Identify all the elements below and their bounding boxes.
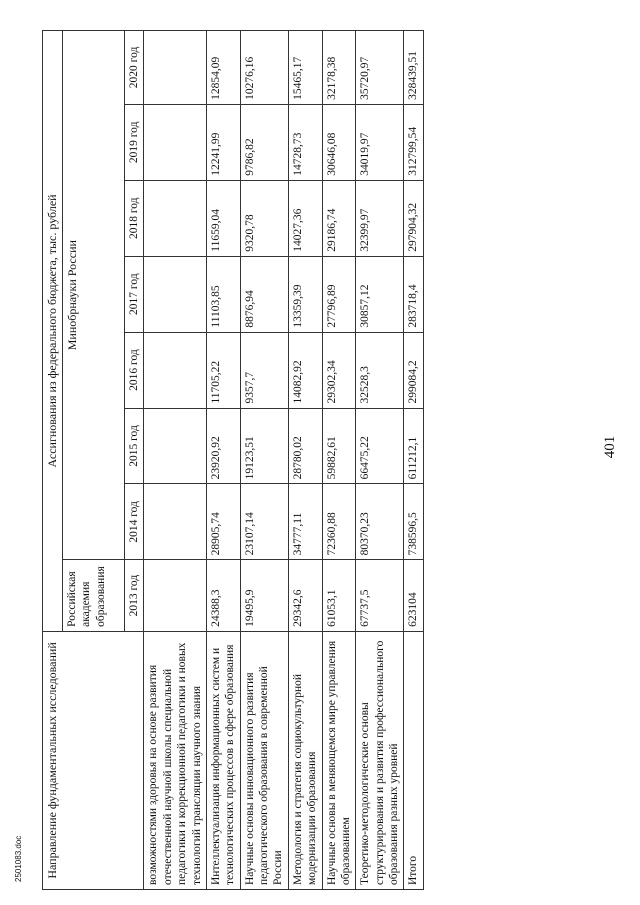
- org-minobr-header: Минобрнауки России: [63, 31, 125, 560]
- value-cell: 32399,97: [356, 180, 404, 256]
- value-cell: 23920,92: [206, 408, 240, 484]
- value-cell: 34019,97: [356, 104, 404, 180]
- value-cell: 12854,09: [206, 31, 240, 105]
- value-cell: 28905,74: [206, 484, 240, 560]
- total-value-cell: 297904,32: [404, 180, 423, 256]
- total-value-cell: 738596,5: [404, 484, 423, 560]
- table-row: [144, 31, 207, 890]
- total-value-cell: 283718,4: [404, 256, 423, 332]
- rotated-page: [14, 30, 618, 890]
- value-cell: 9320,78: [240, 180, 288, 256]
- value-cell: 29186,74: [322, 180, 356, 256]
- value-cell: 30857,12: [356, 256, 404, 332]
- table-row: [322, 31, 356, 890]
- year-header: 2014 год: [125, 484, 144, 560]
- year-header: 2019 год: [125, 104, 144, 180]
- total-row: [404, 31, 423, 890]
- value-cell: 35720,97: [356, 31, 404, 105]
- funding-table: [42, 30, 424, 890]
- value-cell: 66475,22: [356, 408, 404, 484]
- value-cell: 32528,3: [356, 332, 404, 408]
- value-cell: 29302,34: [322, 332, 356, 408]
- value-cell: 14082,92: [288, 332, 322, 408]
- value-cell: 61053,1: [322, 560, 356, 632]
- total-value-cell: 299084,2: [404, 332, 423, 408]
- value-cell: 11705,22: [206, 332, 240, 408]
- direction-cell: Методология и стратегия социокультурной модернизации образования: [288, 631, 322, 889]
- table-row: [240, 31, 288, 890]
- carry-over-text: возможностями здоровья на основе развития отечественной научной школы специальной педагогики и коррекционной педагогики и новых технологий трансляции научного знания: [144, 631, 207, 889]
- year-header: 2013 год: [125, 560, 144, 632]
- total-value-cell: 611212,1: [404, 408, 423, 484]
- value-cell: 34777,11: [288, 484, 322, 560]
- total-value-cell: 312799,54: [404, 104, 423, 180]
- value-cell: 14027,36: [288, 180, 322, 256]
- footer-code: 2501083.doc: [14, 835, 23, 882]
- direction-cell: Научные основы инновационного развития педагогического образования в современной России: [240, 631, 288, 889]
- value-cell: 67737,5: [356, 560, 404, 632]
- direction-header: Направление фундаментальных исследований: [43, 631, 144, 889]
- value-cell: 9786,82: [240, 104, 288, 180]
- value-cell: 19495,9: [240, 560, 288, 632]
- value-cell: 30646,08: [322, 104, 356, 180]
- value-cell: 8876,94: [240, 256, 288, 332]
- year-header: 2017 год: [125, 256, 144, 332]
- value-cell: 24388,3: [206, 560, 240, 632]
- direction-cell: Научные основы в меняющемся мире управления образованием: [322, 631, 356, 889]
- value-cell: 15465,17: [288, 31, 322, 105]
- value-cell: 10276,16: [240, 31, 288, 105]
- table-row: [206, 31, 240, 890]
- year-header: 2018 год: [125, 180, 144, 256]
- table-row: [288, 31, 322, 890]
- value-cell: 29342,6: [288, 560, 322, 632]
- value-cell: 23107,14: [240, 484, 288, 560]
- total-value-cell: 328439,51: [404, 31, 423, 105]
- value-cell: 11659,04: [206, 180, 240, 256]
- value-cell: 80370,23: [356, 484, 404, 560]
- year-header: 2016 год: [125, 332, 144, 408]
- value-cell: 59882,61: [322, 408, 356, 484]
- value-cell: 72360,88: [322, 484, 356, 560]
- value-cell: 11103,85: [206, 256, 240, 332]
- value-cell: 13359,39: [288, 256, 322, 332]
- value-cell: 9357,7: [240, 332, 288, 408]
- value-cell: 32178,38: [322, 31, 356, 105]
- value-cell: 12241,99: [206, 104, 240, 180]
- year-header: 2020 год: [125, 31, 144, 105]
- direction-cell: Интеллектуализация информационных систем и технологических процессов в сфере образования: [206, 631, 240, 889]
- value-cell: 27796,89: [322, 256, 356, 332]
- value-cell: 14728,73: [288, 104, 322, 180]
- page-number: 401: [602, 435, 618, 459]
- value-cell: 19123,51: [240, 408, 288, 484]
- year-header: 2015 год: [125, 408, 144, 484]
- total-value-cell: 623104: [404, 560, 423, 632]
- table-row: [356, 31, 404, 890]
- funding-header: Ассигнования из федерального бюджета, тыс. рублей: [43, 31, 63, 632]
- org-rao-header: Российская академия образования: [63, 560, 125, 632]
- total-label: Итого: [404, 631, 423, 889]
- direction-cell: Теоретико-методологические основы структурирования и развития профессионального образования разных уровней: [356, 631, 404, 889]
- value-cell: 28780,02: [288, 408, 322, 484]
